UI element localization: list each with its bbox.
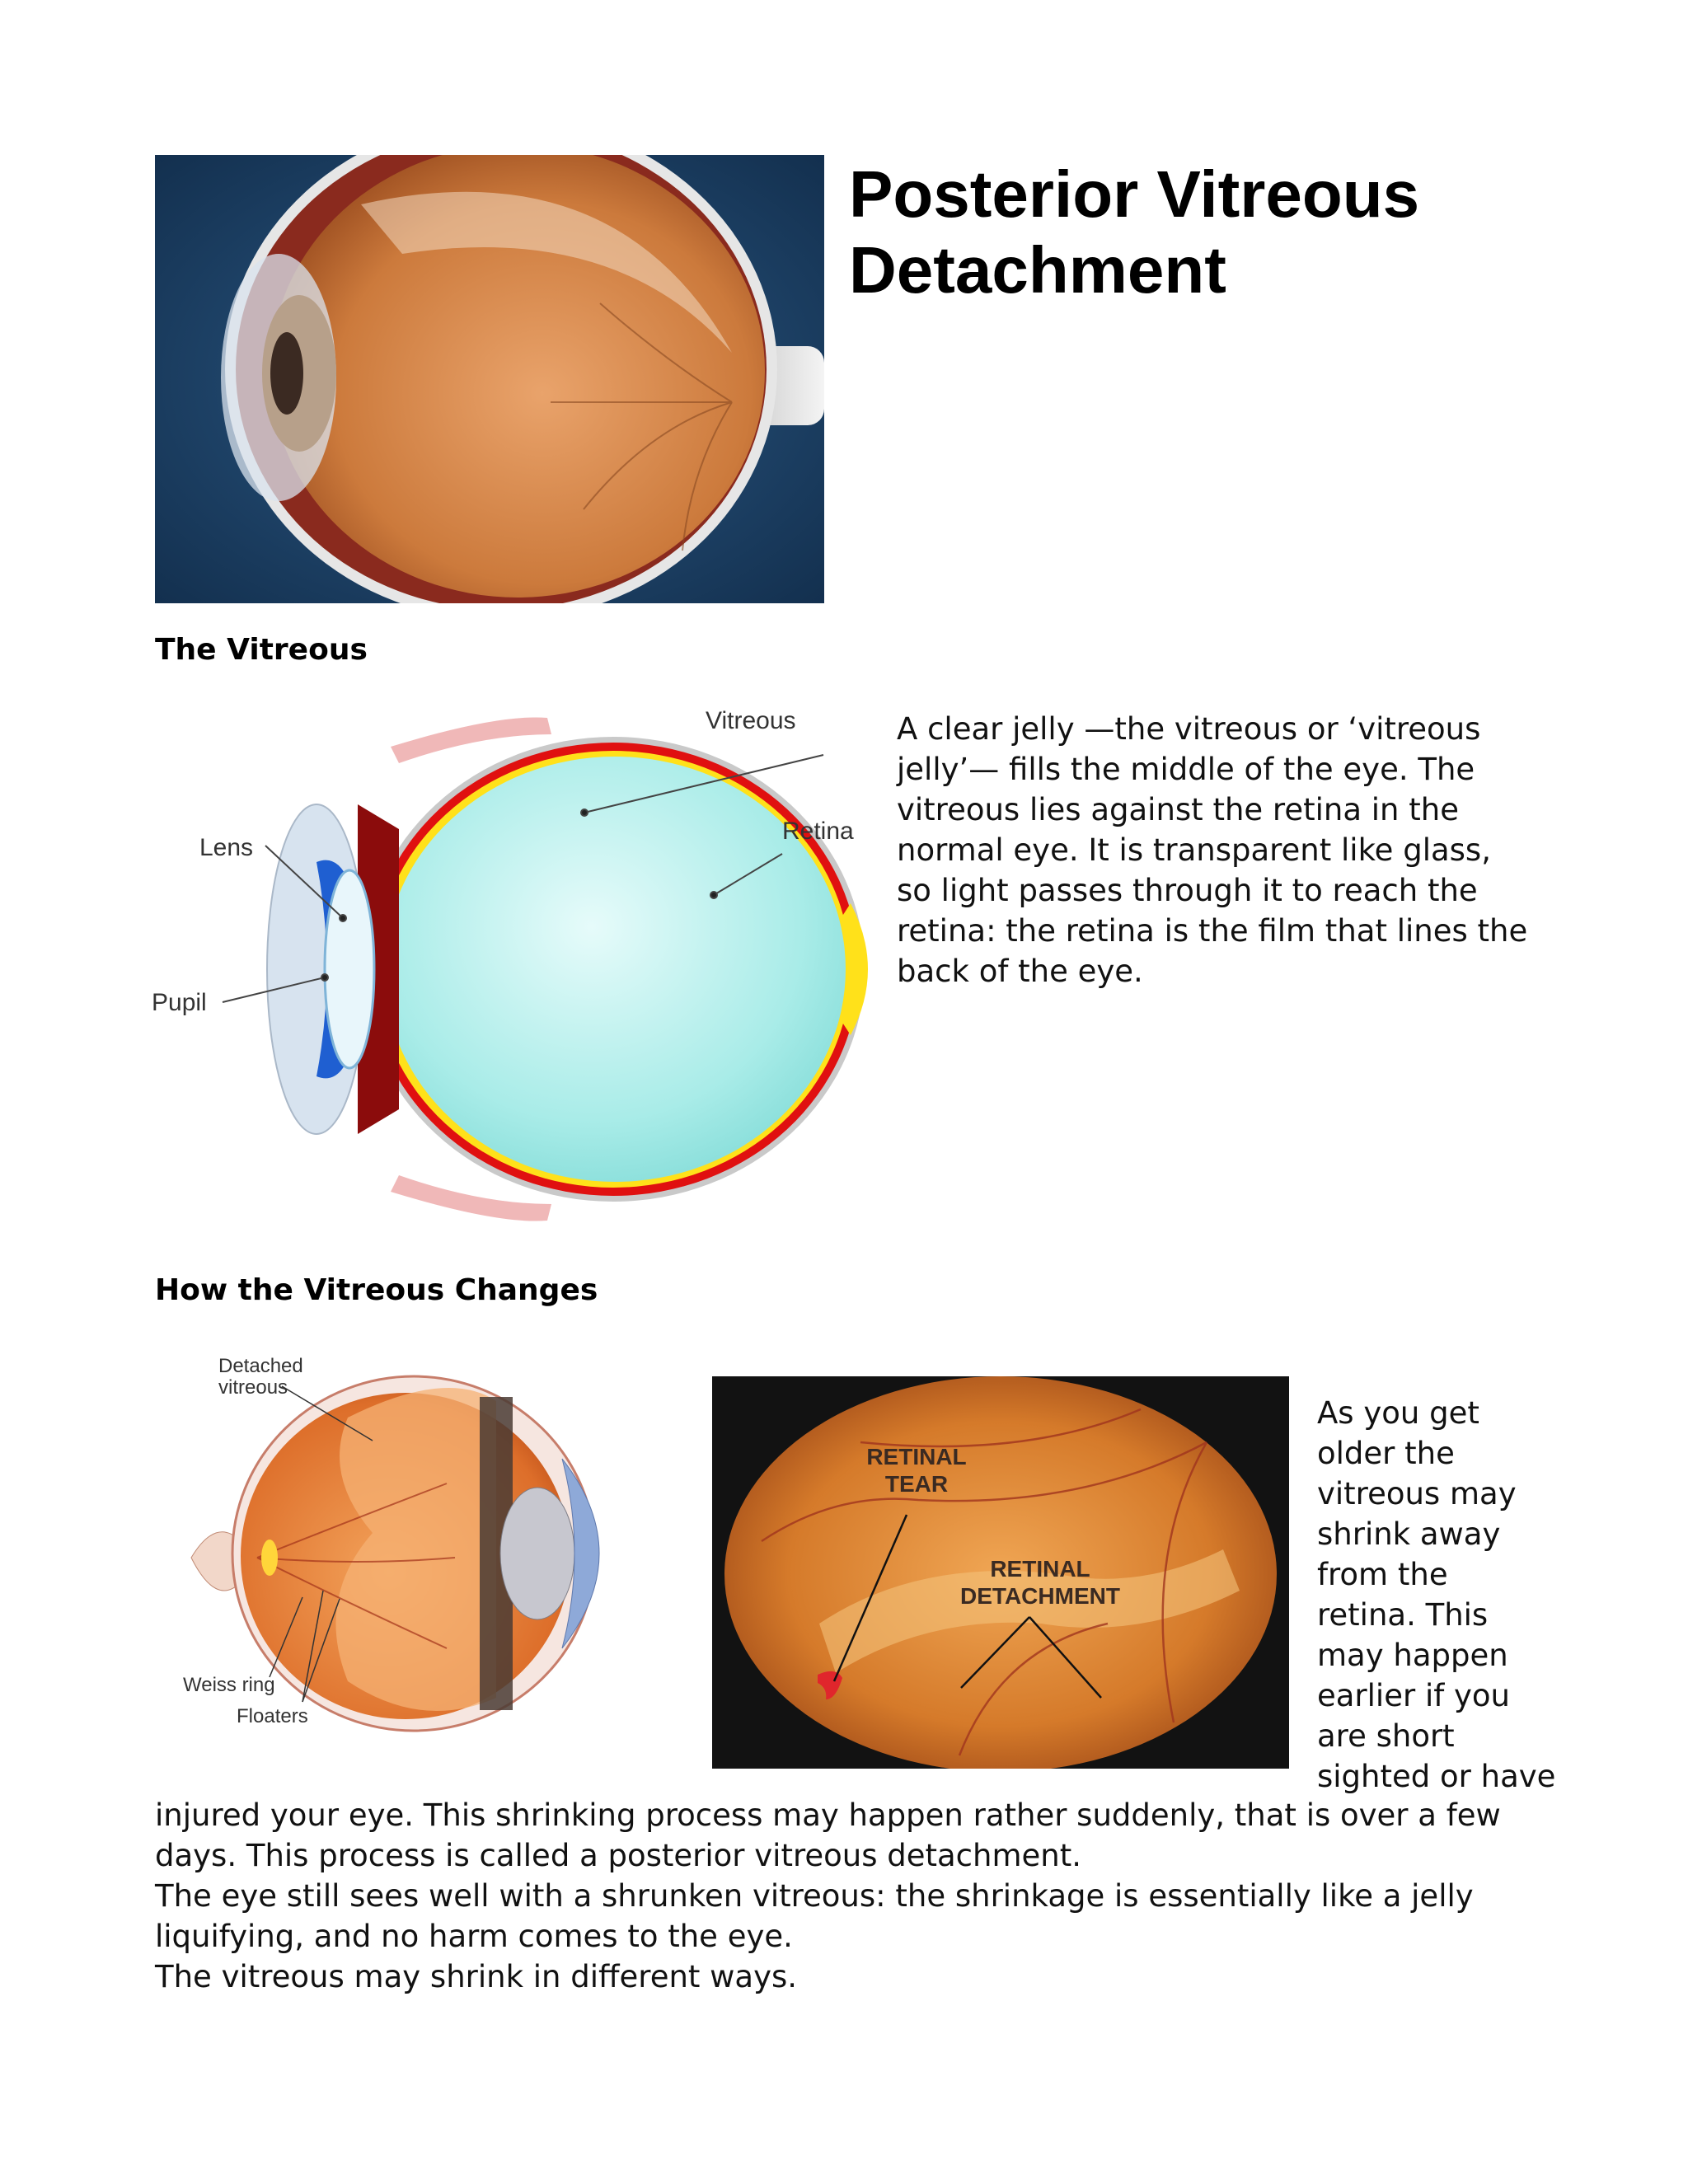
page-title <box>849 157 1591 308</box>
vitreous-paragraph: A clear jelly —the vitreous or ‘vitreous jelly’— fills the middle of the eye. The vitreous lies against the retina in the normal eye. It is transparent like glass, so light passes through it to reach the retina: the retina is the film that lines the back of the eye. <box>897 711 1528 989</box>
section-heading-changes: How the Vitreous Changes <box>155 1273 598 1307</box>
side-line: As you get <box>1317 1395 1479 1431</box>
label-floaters: Floaters <box>237 1705 308 1727</box>
label-vitreous: Vitreous <box>706 707 796 734</box>
side-line: retina. This <box>1317 1597 1489 1633</box>
label-vitreous-2: vitreous <box>218 1376 288 1399</box>
page-title-text: Posterior Vitreous Detachment <box>849 157 1420 307</box>
side-line: from the <box>1317 1557 1448 1592</box>
section-heading-vitreous: The Vitreous <box>155 633 368 667</box>
side-line: older the <box>1317 1436 1455 1471</box>
label-weiss-ring: Weiss ring <box>183 1674 275 1696</box>
side-line: sighted or have <box>1317 1759 1556 1794</box>
label-detached: Detached <box>218 1355 303 1377</box>
eye-cross-section-image <box>155 155 824 603</box>
changes-paragraph-3: The vitreous may shrink in different ways. <box>155 1959 798 1994</box>
side-line: earlier if you <box>1317 1678 1510 1713</box>
detached-vitreous-diagram <box>175 1352 636 1739</box>
side-line: shrink away <box>1317 1516 1501 1552</box>
label-retina: Retina <box>782 818 854 845</box>
label-retinal-detachment-1: RETINAL <box>990 1556 1090 1582</box>
label-retinal-detachment-2: DETACHMENT <box>960 1583 1120 1609</box>
side-line: are short <box>1317 1718 1455 1754</box>
changes-continuation-paragraph: injured your eye. This shrinking process may happen rather suddenly, that is over a few days. This process is called a posterior vitreous detachment. <box>155 1797 1501 1873</box>
changes-side-text <box>1317 1393 1564 1797</box>
label-retinal-tear-1: RETINAL <box>866 1444 967 1469</box>
retinal-photo <box>712 1376 1289 1769</box>
side-line: vitreous may <box>1317 1476 1517 1511</box>
label-retinal-tear-2: TEAR <box>884 1471 949 1497</box>
changes-paragraph-2: The eye still sees well with a shrunken vitreous: the shrinkage is essentially like a jelly liquifying, and no harm comes to the eye. <box>155 1878 1474 1954</box>
vitreous-diagram <box>152 697 877 1241</box>
side-line: may happen <box>1317 1638 1508 1673</box>
label-lens: Lens <box>199 834 254 861</box>
label-pupil: Pupil <box>152 989 207 1016</box>
